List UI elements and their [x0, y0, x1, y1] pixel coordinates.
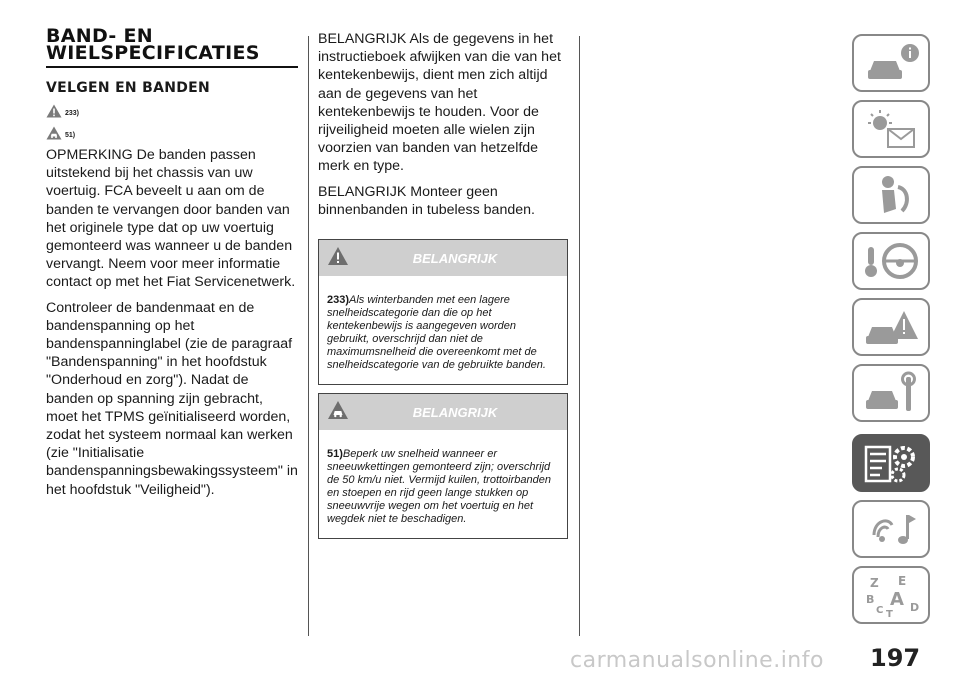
warning-text: Als winterbanden met een lagere snelheidscategorie dan die op het kentekenbewijs is aangegeven worden gebruikt, overschrijd dan niet de maximumsnelheid die overeenkomt met de snelheidscategorie van de gebruikte banden.	[327, 294, 546, 372]
left-column	[46, 25, 298, 499]
technical-data-icon	[862, 441, 920, 486]
warning-title: BELANGRIJK	[412, 251, 498, 267]
warning-lights-icon	[862, 107, 920, 152]
tab-multimedia[interactable]	[852, 500, 930, 558]
svg-text:A: A	[890, 589, 904, 610]
index-icon	[862, 573, 920, 618]
svg-text:Z: Z	[870, 576, 879, 590]
car-caution-icon	[46, 126, 62, 140]
tab-technical-data[interactable]	[852, 434, 930, 492]
subsection-title: VELGEN EN BANDEN	[46, 80, 211, 96]
svg-text:B: B	[866, 593, 875, 606]
warning-text: Beperk uw snelheid wanneer er sneeuwkettingen gemonteerd zijn; overschrijd de 50 km/u niet. Vermijd kuilen, trottoirbanden en stoepen en rijd geen lange stukken op sneeuwvrije wegen om het voertuig en het wegdek niet te beschadigen.	[327, 448, 551, 526]
paragraph-note: OPMERKING De banden passen uitstekend bij het chassis van uw voertuig. FCA beveelt u aan om de banden te vervangen door banden van het originele type dat op uw voertuig gemonteerd was wanneer u de banden vervangt. Neem voor meer informatie contact op met het Fiat Servicenetwerk.	[46, 147, 296, 291]
column-divider	[308, 36, 309, 636]
warning-number: 233)	[327, 294, 350, 307]
warning-body	[319, 276, 567, 384]
warning-number: 51)	[327, 448, 343, 461]
column-divider	[579, 36, 580, 636]
car-info-icon	[862, 41, 920, 86]
ref-number: 233)	[65, 110, 80, 117]
paragraph-important-innertubes: BELANGRIJK Monteer geen binnenbanden in tubeless banden.	[318, 183, 535, 218]
tab-maintenance[interactable]	[852, 364, 930, 422]
paragraph-tyre-pressure: Controleer de bandenmaat en de bandenspanning op het bandenspanninglabel (zie de paragraaf "Bandenspanning" in het hoofdstuk "Onderhoud en zorg"). Nadat de banden op spanning zijn gebracht, moet het TPMS geïnitialiseerd worden, zodat het systeem normaal kan werken (zie "Initialisatie bandenspanningsbewakingssysteem" in het hoofdstuk "Veiligheid").	[46, 299, 298, 498]
airbag-safety-icon	[862, 173, 920, 218]
warning-triangle-icon	[46, 104, 62, 118]
tab-starting-driving[interactable]	[852, 232, 930, 290]
maintenance-icon	[862, 371, 920, 416]
section-title	[46, 25, 298, 64]
svg-text:D: D	[910, 601, 920, 614]
tab-car-info[interactable]	[852, 34, 930, 92]
tab-warning-lights[interactable]	[852, 100, 930, 158]
svg-text:C: C	[876, 605, 884, 616]
title-line-2: WIELSPECIFICATIES	[46, 42, 260, 64]
ref-233[interactable]	[46, 100, 298, 118]
svg-text:E: E	[898, 574, 907, 588]
ref-number: 51)	[65, 132, 76, 139]
svg-text:T: T	[886, 609, 893, 618]
warning-box-51	[318, 393, 568, 539]
warning-title: BELANGRIJK	[412, 405, 498, 421]
title-underline	[46, 66, 298, 68]
ref-51[interactable]	[46, 122, 298, 140]
tab-safety[interactable]	[852, 166, 930, 224]
warning-header	[319, 394, 567, 430]
tab-index[interactable]	[852, 566, 930, 624]
watermark: carmanualsonline.info	[570, 648, 824, 673]
emergency-icon	[862, 305, 920, 350]
steering-wheel-icon	[862, 239, 920, 284]
multimedia-icon	[862, 507, 920, 552]
warning-box-233	[318, 239, 568, 385]
tab-emergency[interactable]	[852, 298, 930, 356]
middle-column	[318, 28, 570, 539]
warning-header	[319, 240, 567, 276]
paragraph-important-registration: BELANGRIJK Als de gegevens in het instructieboek afwijken van die van het kentekenbewijs, dient men zich altijd aan de gegevens van het kentekenbewijs te houden. Voor de rijveiligheid moeten alle wielen zijn voorzien van banden van hetzelfde merk en type.	[318, 31, 561, 175]
title-line-1: BAND- EN	[46, 25, 153, 47]
warning-body	[319, 430, 567, 538]
page-number: 197	[870, 644, 921, 672]
